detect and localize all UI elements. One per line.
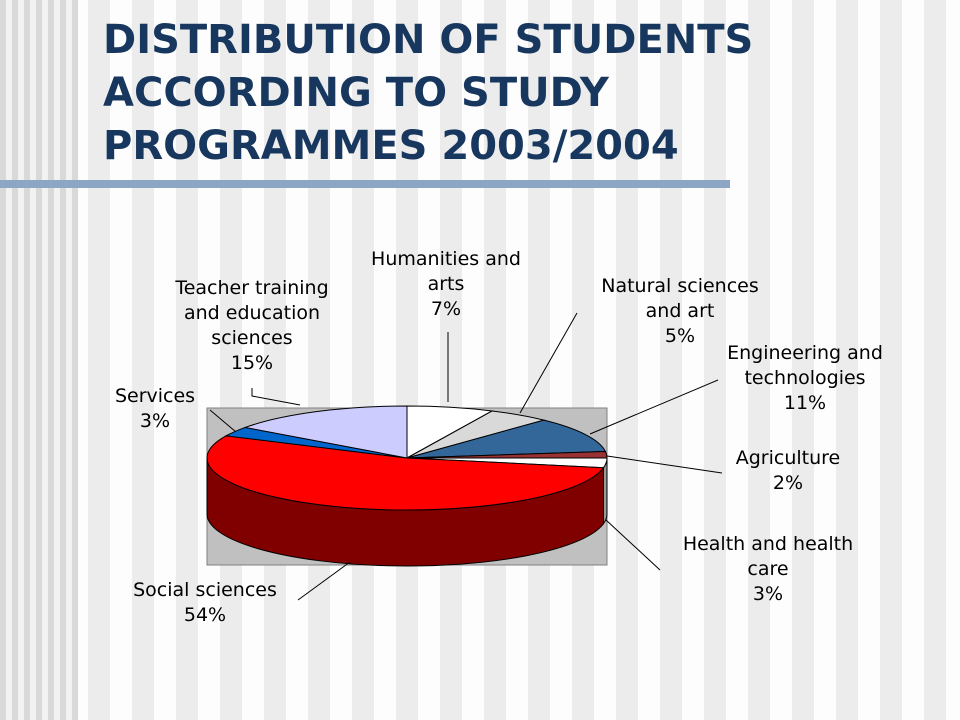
slice-label-line: Teacher training: [175, 277, 329, 299]
slice-label-social-sciences: [133, 579, 277, 626]
slice-percent: 5%: [664, 325, 696, 347]
slice-label-line: sciences: [211, 327, 293, 349]
leader-line-social-sciences: [298, 562, 350, 600]
slice-label-teacher-training-and-education-sciences: [174, 277, 328, 374]
slice-label-humanities-and-arts: [371, 248, 521, 320]
slice-label-line: arts: [427, 273, 465, 295]
pie-slices: [207, 406, 607, 510]
slice-label-line: Health and health: [682, 533, 854, 555]
slice-label-line: care: [747, 558, 789, 580]
slice-percent: 7%: [430, 298, 462, 320]
leader-line-engineering-and-technologies: [590, 380, 718, 434]
slice-label-line: Humanities and: [371, 248, 521, 270]
slice-percent: 54%: [183, 604, 227, 626]
slice-label-engineering-and-technologies: [727, 342, 883, 414]
title-line: DISTRIBUTION OF STUDENTS: [103, 17, 754, 63]
slice-label-line: and art: [645, 300, 715, 322]
slice-percent: 3%: [752, 583, 784, 605]
slice-label-line: technologies: [744, 367, 866, 389]
leader-line-teacher-training-and-education-sciences: [252, 388, 300, 405]
leader-line-agriculture: [607, 456, 722, 473]
title-line: ACCORDING TO STUDY: [103, 70, 609, 116]
slice-label-line: Social sciences: [133, 579, 277, 601]
slice-label-line: Agriculture: [735, 447, 841, 469]
slice-label-services: [115, 385, 195, 432]
slice-label-health-and-health-care: [683, 533, 853, 605]
slice-label-line: Natural sciences: [601, 275, 759, 297]
slice-label-line: Services: [114, 385, 196, 407]
slice-percent: 3%: [139, 410, 171, 432]
title-line: PROGRAMMES 2003/2004: [103, 123, 679, 169]
slice-label-natural-sciences-and-art: [601, 275, 759, 347]
slice-label-agriculture: [736, 447, 841, 494]
leader-line-health-and-health-care: [606, 520, 660, 570]
slice-label-line: and education: [183, 302, 321, 324]
slice-percent: 2%: [772, 472, 804, 494]
slice-percent: 11%: [783, 392, 827, 414]
leader-line-natural-sciences-and-art: [520, 313, 577, 413]
slice-percent: 15%: [230, 352, 274, 374]
slice-label-line: Engineering and: [727, 342, 883, 364]
